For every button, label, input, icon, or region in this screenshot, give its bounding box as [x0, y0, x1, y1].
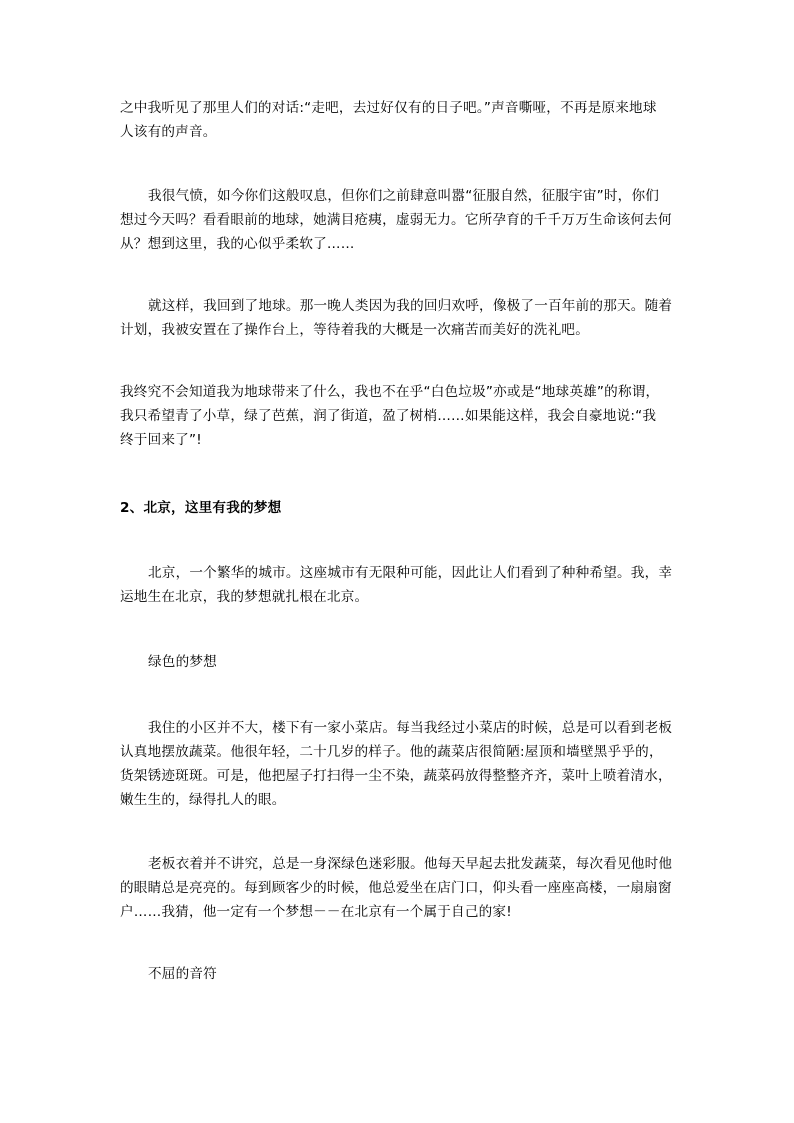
paragraph-dialogue: [120, 96, 676, 144]
section-heading: [120, 496, 676, 520]
text-line: 就这样，我回到了地球。那一晚人类因为我的回归欢呼，像极了一百年前的那天。随着: [148, 298, 673, 314]
paragraph-vegetable-shop: [120, 716, 676, 812]
paragraph-beijing: [120, 561, 676, 609]
text-line: 货架锈迹斑斑。可是，他把屋子打扫得一尘不染，蔬菜码放得整整齐齐，菜叶上喷着清水，: [120, 768, 672, 784]
text-line: 的眼睛总是亮亮的。每到顾客少的时候，他总爱坐在店门口，仰头看一座座高楼，一扇扇窗: [120, 880, 672, 896]
paragraph-shop-owner: [120, 852, 676, 924]
text-line: 从？想到这里，我的心似乎柔软了……: [120, 236, 355, 252]
paragraph-hope: [120, 380, 676, 452]
text-line: 北京，一个繁华的城市。这座城市有无限种可能，因此让人们看到了种种希望。我，幸: [148, 565, 673, 581]
text-line: 不屈的音符: [148, 966, 217, 982]
text-line: 绿色的梦想: [148, 654, 217, 670]
text-line: 运地生在北京，我的梦想就扎根在北京。: [120, 589, 369, 605]
text-line: 认真地摆放蔬菜。他很年轻，二十几岁的样子。他的蔬菜店很简陋:屋顶和墙壁黑乎乎的，: [120, 744, 663, 760]
text-line: 之中我听见了那里人们的对话:“走吧，去过好仅有的日子吧。”声音嘶哑，不再是原来地球: [120, 100, 657, 116]
paragraph-anger: [120, 184, 676, 256]
text-line: 我终究不会知道我为地球带来了什么，我也不在乎“白色垃圾”亦或是“地球英雄”的称谓，: [120, 384, 660, 400]
text-line: 人该有的声音。: [120, 124, 217, 140]
text-line: 嫩生生的，绿得扎人的眼。: [120, 792, 286, 808]
text-line: 计划，我被安置在了操作台上，等待着我的大概是一次痛苦而美好的洗礼吧。: [120, 322, 589, 338]
text-line: 我很气愤，如今你们这般叹息，但你们之前肆意叫嚣“征服自然，征服宇宙”时，你们: [148, 188, 660, 204]
subheading-unyielding-note: [120, 962, 676, 986]
paragraph-return: [120, 294, 676, 342]
text-line: 终于回来了”!: [120, 432, 202, 448]
subheading-green-dream: [120, 650, 676, 674]
text-line: 老板衣着并不讲究，总是一身深绿色迷彩服。他每天早起去批发蔬菜，每次看见他时他: [148, 856, 673, 872]
text-line: 我住的小区并不大，楼下有一家小菜店。每当我经过小菜店的时候，总是可以看到老板: [148, 720, 673, 736]
text-line: 我只希望青了小草，绿了芭蕉，润了街道，盈了树梢……如果能这样，我会自豪地说:“我: [120, 408, 657, 424]
text-line: 2、北京，这里有我的梦想: [120, 500, 282, 516]
text-line: 想过今天吗？看看眼前的地球，她满目疮痍，虚弱无力。它所孕育的千千万万生命该何去何: [120, 212, 672, 228]
text-line: 户……我猜，他一定有一个梦想－－在北京有一个属于自己的家!: [120, 904, 512, 920]
